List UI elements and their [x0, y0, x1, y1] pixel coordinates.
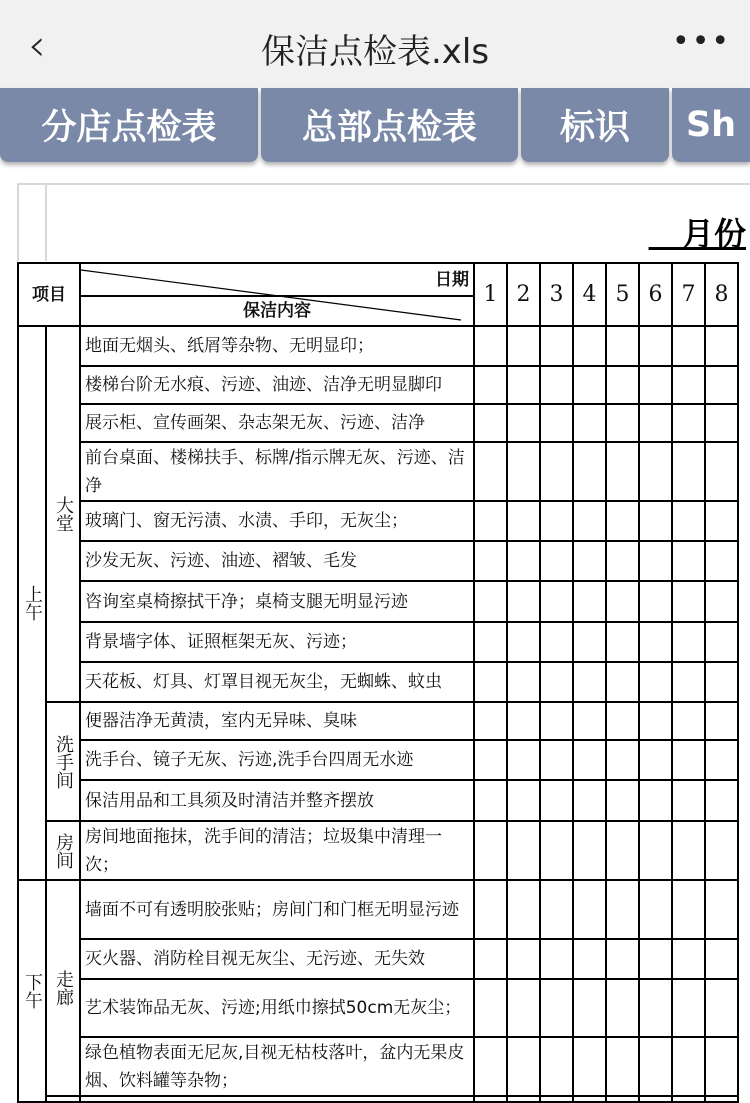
check-cell[interactable]: [606, 821, 639, 880]
sheet-title-row: [17, 183, 750, 261]
cleaning-item: 灭火器、消防栓目视无灰尘、无污迹、无失效: [80, 939, 474, 979]
check-cell[interactable]: [606, 326, 639, 366]
check-cell[interactable]: [705, 1037, 738, 1096]
check-cell[interactable]: [705, 1096, 738, 1102]
day-header-6: 6: [639, 263, 672, 326]
check-cell[interactable]: [507, 880, 540, 939]
check-cell[interactable]: [540, 1037, 573, 1096]
check-cell[interactable]: [705, 501, 738, 541]
day-header-2: 2: [507, 263, 540, 326]
cleaning-item: 保洁用品和工具须及时清洁并整齐摆放: [80, 780, 474, 821]
cleaning-item: 便器洁净无黄渍，室内无异味、臭味: [80, 702, 474, 740]
check-cell[interactable]: [540, 622, 573, 662]
check-cell[interactable]: [573, 939, 606, 979]
check-cell[interactable]: [540, 442, 573, 501]
check-cell[interactable]: [606, 366, 639, 404]
table-row: [18, 501, 738, 541]
check-cell[interactable]: [507, 702, 540, 740]
check-cell[interactable]: [606, 404, 639, 442]
table-row: [18, 740, 738, 780]
check-cell[interactable]: [507, 541, 540, 581]
check-cell[interactable]: [573, 1037, 606, 1096]
diagonal-header: [80, 263, 474, 326]
cleaning-item: 墙面不可有透明胶张贴；房间门和门框无明显污迹: [80, 880, 474, 939]
check-cell[interactable]: [540, 366, 573, 404]
day-header-5: 5: [606, 263, 639, 326]
check-cell[interactable]: [672, 366, 705, 404]
check-cell[interactable]: [639, 404, 672, 442]
check-cell[interactable]: [573, 581, 606, 622]
check-cell[interactable]: [573, 979, 606, 1037]
check-cell[interactable]: [573, 326, 606, 366]
check-cell[interactable]: [705, 541, 738, 581]
check-cell[interactable]: [540, 740, 573, 780]
check-cell[interactable]: [540, 501, 573, 541]
check-cell[interactable]: [573, 501, 606, 541]
date-label: 日期: [435, 270, 469, 290]
day-header-7: 7: [672, 263, 705, 326]
check-cell[interactable]: [672, 979, 705, 1037]
day-header-3: 3: [540, 263, 573, 326]
check-cell[interactable]: [507, 501, 540, 541]
cleaning-item: 沙发无灰、污迹、油迹、褶皱、毛发: [80, 541, 474, 581]
check-cell[interactable]: [606, 442, 639, 501]
check-cell[interactable]: [474, 979, 507, 1037]
check-cell[interactable]: [639, 501, 672, 541]
table-row: [18, 702, 738, 740]
check-cell[interactable]: [507, 821, 540, 880]
check-cell[interactable]: [672, 622, 705, 662]
table-row: [18, 442, 738, 501]
table-row: [18, 366, 738, 404]
check-cell[interactable]: [606, 1037, 639, 1096]
checklist-table-wrap[interactable]: [17, 262, 737, 1103]
check-cell[interactable]: [705, 622, 738, 662]
check-cell[interactable]: [672, 501, 705, 541]
check-cell[interactable]: [705, 740, 738, 780]
group-label: 洗手间: [46, 702, 80, 821]
check-cell[interactable]: [672, 880, 705, 939]
check-cell[interactable]: [606, 501, 639, 541]
check-cell[interactable]: [672, 326, 705, 366]
check-cell[interactable]: [606, 581, 639, 622]
check-cell[interactable]: [474, 780, 507, 821]
check-cell[interactable]: [474, 1096, 507, 1102]
section-label: 上午: [18, 326, 46, 880]
table-row: [18, 1037, 738, 1096]
check-cell[interactable]: [540, 979, 573, 1037]
cleaning-item: 洗手台、镜子无灰、污迹,洗手台四周无水迹: [80, 740, 474, 780]
check-cell[interactable]: [672, 939, 705, 979]
check-cell[interactable]: [606, 780, 639, 821]
check-cell[interactable]: [573, 702, 606, 740]
check-cell[interactable]: [606, 622, 639, 662]
cleaning-item: 背景墙字体、证照框架无灰、污迹；: [80, 622, 474, 662]
cleaning-item: 楼梯台阶无水痕、污迹、油迹、洁净无明显脚印: [80, 366, 474, 404]
check-cell[interactable]: [474, 581, 507, 622]
check-cell[interactable]: [507, 442, 540, 501]
cleaning-item: 地面无烟头、纸屑等杂物、无明显印；: [80, 326, 474, 366]
check-cell[interactable]: [705, 581, 738, 622]
check-cell[interactable]: [507, 1037, 540, 1096]
header-row: [18, 263, 738, 326]
check-cell[interactable]: [639, 442, 672, 501]
check-cell[interactable]: [540, 780, 573, 821]
tab-labels[interactable]: 标识: [521, 88, 669, 162]
check-cell[interactable]: [540, 662, 573, 702]
check-cell[interactable]: [474, 821, 507, 880]
check-cell[interactable]: [540, 1096, 573, 1102]
check-cell[interactable]: [639, 622, 672, 662]
check-cell[interactable]: [540, 702, 573, 740]
table-row: [18, 880, 738, 939]
check-cell[interactable]: [474, 501, 507, 541]
check-cell[interactable]: [639, 780, 672, 821]
table-row: [18, 622, 738, 662]
check-cell[interactable]: [573, 662, 606, 702]
check-cell[interactable]: [606, 979, 639, 1037]
check-cell[interactable]: [474, 326, 507, 366]
check-cell[interactable]: [639, 939, 672, 979]
check-cell[interactable]: [573, 404, 606, 442]
check-cell[interactable]: [540, 404, 573, 442]
day-header-1: 1: [474, 263, 507, 326]
check-cell[interactable]: [507, 1096, 540, 1102]
table-row: [18, 939, 738, 979]
check-cell[interactable]: [540, 939, 573, 979]
check-cell[interactable]: [639, 979, 672, 1037]
check-cell[interactable]: [705, 662, 738, 702]
check-cell[interactable]: [639, 662, 672, 702]
check-cell[interactable]: [705, 702, 738, 740]
check-cell[interactable]: [573, 780, 606, 821]
check-cell[interactable]: [705, 780, 738, 821]
check-cell[interactable]: [507, 662, 540, 702]
check-cell[interactable]: [639, 880, 672, 939]
day-header-8: 8: [705, 263, 738, 326]
check-cell[interactable]: [507, 622, 540, 662]
check-cell[interactable]: [507, 780, 540, 821]
check-cell[interactable]: [672, 662, 705, 702]
check-cell[interactable]: [606, 740, 639, 780]
check-cell[interactable]: [474, 366, 507, 404]
check-cell[interactable]: [606, 880, 639, 939]
check-cell[interactable]: [672, 541, 705, 581]
table-row: [18, 821, 738, 880]
check-cell[interactable]: [573, 880, 606, 939]
table-row: [18, 662, 738, 702]
check-cell[interactable]: [540, 880, 573, 939]
cleaning-item: 艺术装饰品无灰、污迹;用纸巾擦拭50cm无灰尘；: [80, 979, 474, 1037]
check-cell[interactable]: [507, 979, 540, 1037]
check-cell[interactable]: [507, 939, 540, 979]
check-cell[interactable]: [639, 740, 672, 780]
check-cell[interactable]: [540, 821, 573, 880]
cleaning-item: 前台桌面、楼梯扶手、标牌/指示牌无灰、污迹、洁净: [80, 442, 474, 501]
checklist-table: [17, 262, 739, 1103]
check-cell[interactable]: [705, 366, 738, 404]
check-cell[interactable]: [474, 740, 507, 780]
section-label: 下午: [18, 880, 46, 1102]
tab-hq-checklist[interactable]: 总部点检表: [261, 88, 518, 162]
check-cell[interactable]: [573, 821, 606, 880]
cleaning-item: 房间地面拖抹，洗手间的清洁；垃圾集中清理一次；: [80, 821, 474, 880]
check-cell[interactable]: [606, 662, 639, 702]
cleaning-item: 展示柜、宣传画架、杂志架无灰、污迹、洁净: [80, 404, 474, 442]
check-cell[interactable]: [705, 404, 738, 442]
check-cell[interactable]: [639, 366, 672, 404]
check-cell[interactable]: [606, 939, 639, 979]
item-header: 项目: [18, 263, 80, 326]
check-cell[interactable]: [639, 821, 672, 880]
check-cell[interactable]: [573, 442, 606, 501]
table-row: [18, 326, 738, 366]
check-cell[interactable]: [474, 662, 507, 702]
check-cell[interactable]: [474, 442, 507, 501]
group-label: 走廊: [46, 880, 80, 1096]
check-cell[interactable]: [705, 939, 738, 979]
check-cell[interactable]: [474, 404, 507, 442]
check-cell[interactable]: [573, 541, 606, 581]
check-cell[interactable]: [474, 939, 507, 979]
cleaning-item: 玻璃门、窗无污渍、水渍、手印，无灰尘；: [80, 501, 474, 541]
table-row: [18, 404, 738, 442]
tab-branch-checklist[interactable]: 分店点检表: [0, 88, 258, 162]
group-label: 大堂: [46, 326, 80, 702]
check-cell[interactable]: [672, 740, 705, 780]
check-cell[interactable]: [573, 366, 606, 404]
check-cell[interactable]: [672, 821, 705, 880]
check-cell[interactable]: [540, 541, 573, 581]
check-cell[interactable]: [80, 1096, 474, 1102]
check-cell[interactable]: [705, 821, 738, 880]
back-button[interactable]: ‹: [28, 20, 46, 71]
check-cell[interactable]: [705, 442, 738, 501]
check-cell[interactable]: [507, 740, 540, 780]
check-cell[interactable]: [639, 581, 672, 622]
check-cell[interactable]: [606, 541, 639, 581]
group-label: 房间: [46, 821, 80, 880]
check-cell[interactable]: [507, 404, 540, 442]
table-row: [18, 541, 738, 581]
check-cell[interactable]: [672, 442, 705, 501]
sheet-tabs: [0, 88, 750, 164]
check-cell[interactable]: [474, 1037, 507, 1096]
check-cell[interactable]: [672, 1037, 705, 1096]
check-cell[interactable]: [474, 622, 507, 662]
cleaning-item: 咨询室桌椅擦拭干净；桌椅支腿无明显污迹: [80, 581, 474, 622]
month-title: 月份: [648, 215, 746, 253]
check-cell[interactable]: [474, 541, 507, 581]
check-cell[interactable]: [672, 702, 705, 740]
nav-bar: [0, 0, 750, 88]
cleaning-item: 绿色植物表面无尼灰,目视无枯枝落叶，盆内无果皮烟、饮料罐等杂物；: [80, 1037, 474, 1096]
check-cell[interactable]: [639, 326, 672, 366]
tab-sheet[interactable]: Sh: [672, 88, 750, 162]
check-cell[interactable]: [46, 1096, 80, 1102]
table-row: [18, 780, 738, 821]
file-title: 保洁点检表.xls: [260, 32, 490, 72]
check-cell[interactable]: [573, 622, 606, 662]
check-cell[interactable]: [705, 880, 738, 939]
check-cell[interactable]: [672, 780, 705, 821]
more-button[interactable]: •••: [672, 24, 732, 59]
check-cell[interactable]: [639, 1096, 672, 1102]
check-cell[interactable]: [540, 581, 573, 622]
check-cell[interactable]: [672, 404, 705, 442]
check-cell[interactable]: [639, 702, 672, 740]
day-header-4: 4: [573, 263, 606, 326]
check-cell[interactable]: [507, 366, 540, 404]
check-cell[interactable]: [639, 541, 672, 581]
check-cell[interactable]: [672, 1096, 705, 1102]
table-row: [18, 979, 738, 1037]
check-cell[interactable]: [606, 702, 639, 740]
check-cell[interactable]: [705, 979, 738, 1037]
check-cell[interactable]: [474, 880, 507, 939]
check-cell[interactable]: [606, 1096, 639, 1102]
cleaning-item: 天花板、灯具、灯罩目视无灰尘，无蜘蛛、蚊虫: [80, 662, 474, 702]
row-gutter: [45, 185, 47, 261]
table-row: [18, 581, 738, 622]
check-cell[interactable]: [507, 581, 540, 622]
check-cell[interactable]: [705, 326, 738, 366]
check-cell[interactable]: [573, 1096, 606, 1102]
check-cell[interactable]: [540, 326, 573, 366]
table-row: [18, 1096, 738, 1102]
check-cell[interactable]: [507, 326, 540, 366]
check-cell[interactable]: [672, 581, 705, 622]
content-label: 保洁内容: [81, 295, 473, 325]
check-cell[interactable]: [573, 740, 606, 780]
check-cell[interactable]: [474, 702, 507, 740]
check-cell[interactable]: [639, 1037, 672, 1096]
